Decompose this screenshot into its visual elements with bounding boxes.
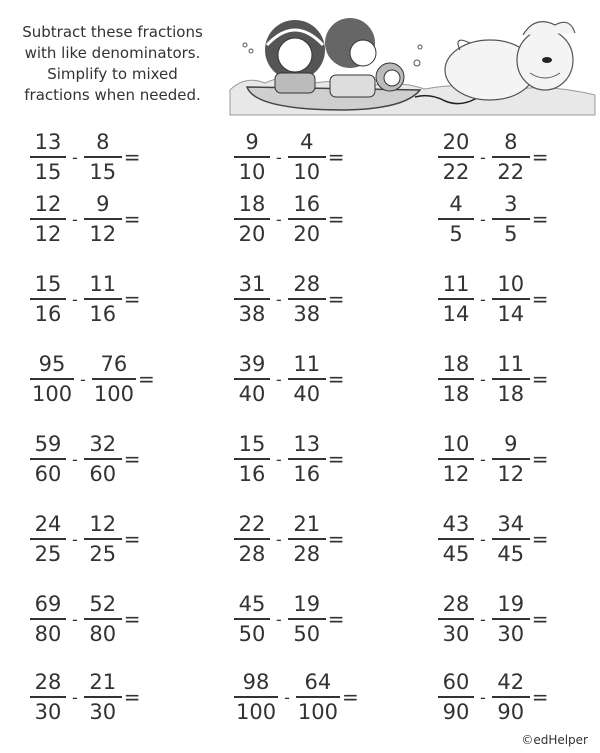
denominator: 40 — [238, 381, 266, 406]
fraction-bar — [234, 696, 278, 698]
second-fraction — [84, 432, 122, 486]
denominator: 12 — [89, 221, 117, 246]
minus-sign: - — [276, 147, 282, 167]
first-fraction — [30, 352, 74, 406]
fraction-bar — [492, 378, 530, 380]
numerator: 12 — [34, 192, 62, 217]
second-fraction — [492, 432, 530, 486]
denominator: 80 — [89, 621, 117, 646]
fraction-bar — [288, 458, 326, 460]
fraction-bar — [84, 156, 122, 158]
denominator: 18 — [442, 381, 470, 406]
fraction-bar — [234, 298, 270, 300]
second-fraction — [296, 670, 340, 724]
fraction-bar — [438, 458, 474, 460]
equals-sign: = — [123, 145, 141, 169]
first-fraction — [234, 670, 278, 724]
denominator: 38 — [293, 301, 321, 326]
fraction-bar — [30, 618, 66, 620]
fraction-bar — [296, 696, 340, 698]
minus-sign: - — [480, 147, 486, 167]
second-fraction — [288, 192, 326, 246]
second-fraction — [84, 130, 122, 184]
fraction-bar — [234, 156, 270, 158]
subtraction-problem — [438, 350, 549, 408]
denominator: 40 — [293, 381, 321, 406]
second-fraction — [92, 352, 136, 406]
fraction-bar — [30, 458, 66, 460]
fraction-bar — [84, 298, 122, 300]
fraction-bar — [492, 618, 530, 620]
minus-sign: - — [72, 209, 78, 229]
fraction-bar — [234, 378, 270, 380]
numerator: 8 — [504, 130, 518, 155]
denominator: 12 — [34, 221, 62, 246]
numerator: 42 — [497, 670, 525, 695]
denominator: 15 — [89, 159, 117, 184]
minus-sign: - — [72, 687, 78, 707]
denominator: 20 — [238, 221, 266, 246]
equals-sign: = — [531, 287, 549, 311]
second-fraction — [84, 272, 122, 326]
fraction-bar — [30, 378, 74, 380]
numerator: 11 — [89, 272, 117, 297]
first-fraction — [30, 272, 66, 326]
denominator: 38 — [238, 301, 266, 326]
instruction-line: Subtract these fractions — [22, 23, 203, 41]
minus-sign: - — [80, 369, 86, 389]
denominator: 100 — [32, 381, 73, 406]
denominator: 10 — [238, 159, 266, 184]
subtraction-problem — [234, 590, 345, 648]
fraction-bar — [84, 696, 122, 698]
denominator: 60 — [89, 461, 117, 486]
fraction-bar — [288, 618, 326, 620]
subtraction-problem — [234, 668, 359, 726]
second-fraction — [492, 670, 530, 724]
subtraction-problem — [30, 430, 141, 488]
numerator: 95 — [38, 352, 66, 377]
first-fraction — [30, 592, 66, 646]
denominator: 25 — [34, 541, 62, 566]
numerator: 15 — [238, 432, 266, 457]
fraction-bar — [288, 378, 326, 380]
subtraction-problem — [438, 590, 549, 648]
fraction-bar — [84, 218, 122, 220]
denominator: 80 — [34, 621, 62, 646]
numerator: 4 — [449, 192, 463, 217]
equals-sign: = — [327, 447, 345, 471]
fraction-bar — [492, 458, 530, 460]
fraction-bar — [438, 696, 474, 698]
subtraction-problem — [30, 590, 141, 648]
fraction-bar — [438, 378, 474, 380]
numerator: 22 — [238, 512, 266, 537]
denominator: 60 — [34, 461, 62, 486]
numerator: 4 — [300, 130, 314, 155]
second-fraction — [492, 352, 530, 406]
denominator: 90 — [442, 699, 470, 724]
minus-sign: - — [276, 609, 282, 629]
subtraction-problem — [30, 510, 141, 568]
minus-sign: - — [480, 609, 486, 629]
first-fraction — [234, 432, 270, 486]
equals-sign: = — [327, 145, 345, 169]
subtraction-problem — [438, 128, 549, 186]
second-fraction — [288, 592, 326, 646]
fraction-bar — [438, 298, 474, 300]
first-fraction — [30, 670, 66, 724]
instruction-line: fractions when needed. — [24, 86, 201, 104]
denominator: 28 — [293, 541, 321, 566]
numerator: 11 — [293, 352, 321, 377]
minus-sign: - — [276, 369, 282, 389]
second-fraction — [492, 512, 530, 566]
denominator: 30 — [442, 621, 470, 646]
fraction-bar — [438, 538, 474, 540]
equals-sign: = — [327, 207, 345, 231]
fraction-bar — [492, 696, 530, 698]
minus-sign: - — [480, 449, 486, 469]
sled-dog-illustration-icon — [225, 5, 600, 123]
fraction-bar — [234, 458, 270, 460]
first-fraction — [234, 512, 270, 566]
numerator: 64 — [304, 670, 332, 695]
subtraction-problem — [30, 270, 141, 328]
minus-sign: - — [72, 289, 78, 309]
subtraction-problem — [30, 350, 155, 408]
denominator: 20 — [293, 221, 321, 246]
numerator: 9 — [504, 432, 518, 457]
subtraction-problem — [30, 668, 141, 726]
numerator: 16 — [293, 192, 321, 217]
denominator: 22 — [442, 159, 470, 184]
numerator: 3 — [504, 192, 518, 217]
equals-sign: = — [531, 367, 549, 391]
numerator: 11 — [442, 272, 470, 297]
second-fraction — [492, 272, 530, 326]
numerator: 24 — [34, 512, 62, 537]
denominator: 15 — [34, 159, 62, 184]
first-fraction — [234, 592, 270, 646]
numerator: 18 — [238, 192, 266, 217]
subtraction-problem — [438, 668, 549, 726]
equals-sign: = — [531, 207, 549, 231]
fraction-bar — [492, 538, 530, 540]
subtraction-problem — [234, 430, 345, 488]
fraction-bar — [288, 538, 326, 540]
fraction-bar — [84, 458, 122, 460]
equals-sign: = — [327, 367, 345, 391]
equals-sign: = — [327, 527, 345, 551]
equals-sign: = — [123, 287, 141, 311]
first-fraction — [438, 512, 474, 566]
second-fraction — [84, 592, 122, 646]
minus-sign: - — [480, 529, 486, 549]
subtraction-problem — [438, 190, 549, 248]
subtraction-problem — [438, 510, 549, 568]
second-fraction — [288, 432, 326, 486]
denominator: 16 — [238, 461, 266, 486]
denominator: 30 — [89, 699, 117, 724]
numerator: 28 — [293, 272, 321, 297]
denominator: 18 — [497, 381, 525, 406]
fraction-bar — [288, 218, 326, 220]
denominator: 50 — [238, 621, 266, 646]
second-fraction — [288, 352, 326, 406]
equals-sign: = — [531, 685, 549, 709]
numerator: 31 — [238, 272, 266, 297]
numerator: 60 — [442, 670, 470, 695]
denominator: 100 — [297, 699, 338, 724]
denominator: 45 — [497, 541, 525, 566]
subtraction-problem — [438, 270, 549, 328]
numerator: 69 — [34, 592, 62, 617]
denominator: 14 — [497, 301, 525, 326]
fraction-bar — [492, 218, 530, 220]
fraction-bar — [84, 538, 122, 540]
denominator: 50 — [293, 621, 321, 646]
equals-sign: = — [123, 447, 141, 471]
denominator: 90 — [497, 699, 525, 724]
subtraction-problem — [234, 350, 345, 408]
numerator: 21 — [293, 512, 321, 537]
minus-sign: - — [72, 529, 78, 549]
second-fraction — [492, 592, 530, 646]
denominator: 14 — [442, 301, 470, 326]
fraction-bar — [234, 218, 270, 220]
first-fraction — [438, 670, 474, 724]
numerator: 59 — [34, 432, 62, 457]
fraction-bar — [92, 378, 136, 380]
fraction-bar — [30, 156, 66, 158]
minus-sign: - — [72, 147, 78, 167]
numerator: 10 — [442, 432, 470, 457]
instruction-line: with like denominators. — [24, 44, 201, 62]
fraction-bar — [84, 618, 122, 620]
first-fraction — [438, 592, 474, 646]
denominator: 45 — [442, 541, 470, 566]
fraction-bar — [30, 218, 66, 220]
denominator: 5 — [504, 221, 518, 246]
numerator: 39 — [238, 352, 266, 377]
minus-sign: - — [276, 529, 282, 549]
numerator: 45 — [238, 592, 266, 617]
numerator: 32 — [89, 432, 117, 457]
first-fraction — [234, 192, 270, 246]
first-fraction — [438, 130, 474, 184]
numerator: 10 — [497, 272, 525, 297]
fraction-bar — [30, 538, 66, 540]
subtraction-problem — [234, 128, 345, 186]
minus-sign: - — [72, 449, 78, 469]
fraction-bar — [438, 218, 474, 220]
first-fraction — [438, 272, 474, 326]
denominator: 16 — [34, 301, 62, 326]
first-fraction — [438, 352, 474, 406]
fraction-bar — [30, 696, 66, 698]
denominator: 30 — [497, 621, 525, 646]
numerator: 19 — [497, 592, 525, 617]
second-fraction — [84, 512, 122, 566]
minus-sign: - — [480, 369, 486, 389]
equals-sign: = — [123, 685, 141, 709]
first-fraction — [234, 352, 270, 406]
minus-sign: - — [284, 687, 290, 707]
equals-sign: = — [123, 527, 141, 551]
equals-sign: = — [137, 367, 155, 391]
minus-sign: - — [480, 687, 486, 707]
equals-sign: = — [531, 145, 549, 169]
numerator: 28 — [442, 592, 470, 617]
denominator: 10 — [293, 159, 321, 184]
equals-sign: = — [531, 527, 549, 551]
instruction-line: Simplify to mixed — [47, 65, 178, 83]
numerator: 18 — [442, 352, 470, 377]
numerator: 9 — [96, 192, 110, 217]
minus-sign: - — [480, 289, 486, 309]
second-fraction — [288, 272, 326, 326]
equals-sign: = — [327, 287, 345, 311]
fraction-bar — [234, 538, 270, 540]
numerator: 11 — [497, 352, 525, 377]
numerator: 8 — [96, 130, 110, 155]
denominator: 16 — [293, 461, 321, 486]
equals-sign: = — [531, 607, 549, 631]
second-fraction — [288, 512, 326, 566]
first-fraction — [30, 432, 66, 486]
fraction-bar — [438, 156, 474, 158]
equals-sign: = — [531, 447, 549, 471]
minus-sign: - — [480, 209, 486, 229]
first-fraction — [30, 192, 66, 246]
first-fraction — [438, 192, 474, 246]
denominator: 100 — [93, 381, 134, 406]
denominator: 30 — [34, 699, 62, 724]
subtraction-problem — [30, 190, 141, 248]
equals-sign: = — [123, 607, 141, 631]
subtraction-problem — [234, 190, 345, 248]
numerator: 98 — [242, 670, 270, 695]
numerator: 21 — [89, 670, 117, 695]
minus-sign: - — [72, 609, 78, 629]
minus-sign: - — [276, 209, 282, 229]
denominator: 22 — [497, 159, 525, 184]
first-fraction — [30, 512, 66, 566]
denominator: 25 — [89, 541, 117, 566]
minus-sign: - — [276, 449, 282, 469]
fraction-bar — [288, 298, 326, 300]
equals-sign: = — [341, 685, 359, 709]
second-fraction — [84, 192, 122, 246]
numerator: 12 — [89, 512, 117, 537]
numerator: 19 — [293, 592, 321, 617]
fraction-bar — [438, 618, 474, 620]
copyright-credit: ©edHelper — [521, 733, 588, 747]
denominator: 12 — [442, 461, 470, 486]
numerator: 52 — [89, 592, 117, 617]
numerator: 43 — [442, 512, 470, 537]
subtraction-problem — [234, 510, 345, 568]
numerator: 9 — [245, 130, 259, 155]
fraction-bar — [234, 618, 270, 620]
numerator: 13 — [34, 130, 62, 155]
minus-sign: - — [276, 289, 282, 309]
second-fraction — [288, 130, 326, 184]
first-fraction — [438, 432, 474, 486]
first-fraction — [234, 130, 270, 184]
numerator: 20 — [442, 130, 470, 155]
denominator: 16 — [89, 301, 117, 326]
second-fraction — [492, 130, 530, 184]
fraction-bar — [288, 156, 326, 158]
subtraction-problem — [234, 270, 345, 328]
instructions — [10, 22, 215, 106]
second-fraction — [84, 670, 122, 724]
denominator: 100 — [236, 699, 277, 724]
denominator: 12 — [497, 461, 525, 486]
numerator: 15 — [34, 272, 62, 297]
equals-sign: = — [123, 207, 141, 231]
numerator: 28 — [34, 670, 62, 695]
fraction-bar — [30, 298, 66, 300]
subtraction-problem — [438, 430, 549, 488]
fraction-bar — [492, 298, 530, 300]
equals-sign: = — [327, 607, 345, 631]
denominator: 5 — [449, 221, 463, 246]
first-fraction — [30, 130, 66, 184]
numerator: 34 — [497, 512, 525, 537]
numerator: 76 — [100, 352, 128, 377]
subtraction-problem — [30, 128, 141, 186]
second-fraction — [492, 192, 530, 246]
fraction-bar — [492, 156, 530, 158]
first-fraction — [234, 272, 270, 326]
numerator: 13 — [293, 432, 321, 457]
denominator: 28 — [238, 541, 266, 566]
